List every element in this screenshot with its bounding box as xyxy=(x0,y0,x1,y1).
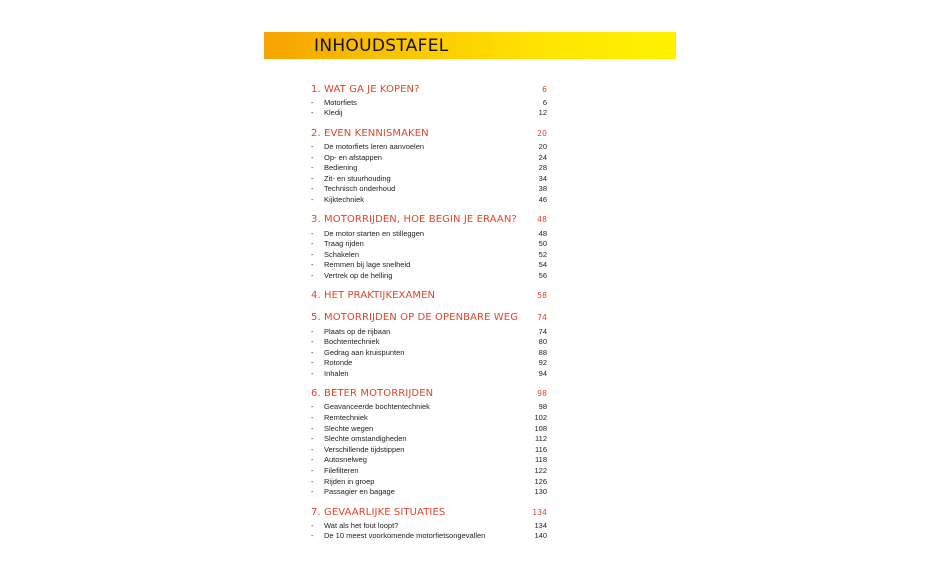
entry-page-number: 130 xyxy=(534,487,547,497)
toc-entry xyxy=(311,97,547,108)
entry-page-number: 74 xyxy=(538,326,547,336)
entry-label: Plaats op de rijbaan xyxy=(324,326,391,336)
entry-dash: - xyxy=(311,239,314,249)
entry-label: Slechte omstandigheden xyxy=(324,434,407,444)
entry-page-number: 94 xyxy=(538,368,547,378)
toc-section xyxy=(311,289,547,303)
section-page-number: 134 xyxy=(532,507,547,517)
entry-label: Remtechniek xyxy=(324,413,368,423)
toc-entry xyxy=(311,194,547,205)
entry-label: Geavanceerde bochtentechniek xyxy=(324,402,430,412)
entry-page-number: 54 xyxy=(538,260,547,270)
entry-page-number: 24 xyxy=(538,152,547,162)
toc-section xyxy=(311,505,547,541)
entry-page-number: 98 xyxy=(538,402,547,412)
section-title: 6. BETER MOTORRIJDEN xyxy=(311,388,434,400)
toc-entry xyxy=(311,368,547,379)
section-page-number: 48 xyxy=(537,215,547,225)
entry-label: Bediening xyxy=(324,163,358,173)
entry-dash: - xyxy=(311,260,314,270)
entry-dash: - xyxy=(311,194,314,204)
section-title: 7. GEVAARLIJKE SITUATIES xyxy=(311,506,446,518)
page-title: INHOUDSTAFEL xyxy=(314,36,449,56)
entry-dash: - xyxy=(311,531,314,541)
entry-label: De 10 meest voorkomende motorfietsongevallen xyxy=(324,531,486,541)
entry-label: Slechte wegen xyxy=(324,423,374,433)
section-title: 5. MOTORRIJDEN OP DE OPENBARE WEG xyxy=(311,312,519,324)
toc-section xyxy=(311,213,547,281)
toc-entry xyxy=(311,423,547,434)
toc-entry xyxy=(311,184,547,195)
entry-label: Op- en afstappen xyxy=(324,152,382,162)
entry-page-number: 80 xyxy=(538,337,547,347)
entry-dash: - xyxy=(311,108,314,118)
entry-dash: - xyxy=(311,228,314,238)
toc-entry xyxy=(311,486,547,497)
entry-page-number: 102 xyxy=(534,413,547,423)
entry-dash: - xyxy=(311,466,314,476)
entry-dash: - xyxy=(311,434,314,444)
entry-page-number: 34 xyxy=(538,173,547,183)
entry-dash: - xyxy=(311,413,314,423)
toc-entry xyxy=(311,260,547,271)
entry-page-number: 52 xyxy=(538,249,547,259)
entry-page-number: 118 xyxy=(535,455,547,465)
entry-dash: - xyxy=(311,444,314,454)
entry-label: Zit- en stuurhouding xyxy=(324,173,391,183)
entry-dash: - xyxy=(311,184,314,194)
entry-page-number: 6 xyxy=(542,97,547,107)
entry-dash: - xyxy=(311,141,314,151)
toc-entry xyxy=(311,326,547,337)
entry-dash: - xyxy=(311,358,314,368)
entry-dash: - xyxy=(311,337,314,347)
toc-entry xyxy=(311,108,547,119)
entry-label: Wat als het fout loopt? xyxy=(324,520,399,530)
title-banner xyxy=(264,32,676,59)
section-title: 3. MOTORRIJDEN, HOE BEGIN JE ERAAN? xyxy=(311,214,517,226)
entry-page-number: 28 xyxy=(538,163,547,173)
toc-entry xyxy=(311,249,547,260)
entry-page-number: 50 xyxy=(538,239,547,249)
entry-label: Inhalen xyxy=(324,368,349,378)
toc-entry xyxy=(311,162,547,173)
entry-label: Technisch onderhoud xyxy=(324,184,396,194)
entry-page-number: 116 xyxy=(535,444,547,454)
entry-dash: - xyxy=(311,249,314,259)
entry-dash: - xyxy=(311,152,314,162)
entry-dash: - xyxy=(311,347,314,357)
entry-label: Remmen bij lage snelheid xyxy=(324,260,411,270)
toc-entry xyxy=(311,270,547,281)
entry-page-number: 122 xyxy=(534,466,547,476)
entry-dash: - xyxy=(311,520,314,530)
entry-label: Vertrek op de helling xyxy=(324,270,393,280)
section-page-number: 74 xyxy=(537,313,547,323)
section-heading xyxy=(311,311,547,325)
entry-dash: - xyxy=(311,97,314,107)
entry-label: Rijden in groep xyxy=(324,476,375,486)
entry-page-number: 134 xyxy=(534,520,547,530)
section-heading xyxy=(311,213,547,227)
toc-entry xyxy=(311,412,547,423)
entry-label: Kledij xyxy=(324,108,343,118)
book-page xyxy=(264,0,676,587)
toc-entry xyxy=(311,444,547,455)
entry-dash: - xyxy=(311,326,314,336)
toc-entry xyxy=(311,173,547,184)
toc-entry xyxy=(311,433,547,444)
entry-label: Rotonde xyxy=(324,358,353,368)
entry-dash: - xyxy=(311,476,314,486)
section-title: 1. WAT GA JE KOPEN? xyxy=(311,83,420,95)
entry-label: Motorfiets xyxy=(324,97,357,107)
toc-section xyxy=(311,311,547,379)
section-heading xyxy=(311,289,547,303)
table-of-contents xyxy=(311,82,547,549)
toc-entry xyxy=(311,141,547,152)
section-page-number: 58 xyxy=(537,291,547,301)
toc-section xyxy=(311,126,547,205)
toc-entry xyxy=(311,476,547,487)
toc-entry xyxy=(311,358,547,369)
section-page-number: 6 xyxy=(542,84,547,94)
toc-entry xyxy=(311,402,547,413)
toc-entry xyxy=(311,455,547,466)
section-title: 4. HET PRAKTIJKEXAMEN xyxy=(311,290,436,302)
section-heading xyxy=(311,387,547,401)
entry-dash: - xyxy=(311,368,314,378)
entry-page-number: 112 xyxy=(535,434,547,444)
section-title: 2. EVEN KENNISMAKEN xyxy=(311,127,429,139)
toc-entry xyxy=(311,228,547,239)
entry-page-number: 140 xyxy=(534,531,547,541)
entry-dash: - xyxy=(311,455,314,465)
entry-dash: - xyxy=(311,402,314,412)
toc-section xyxy=(311,82,547,118)
entry-label: Schakelen xyxy=(324,249,360,259)
entry-page-number: 38 xyxy=(538,184,547,194)
section-page-number: 20 xyxy=(537,128,547,138)
section-page-number: 98 xyxy=(537,389,547,399)
toc-entry xyxy=(311,465,547,476)
entry-page-number: 92 xyxy=(538,358,547,368)
entry-page-number: 88 xyxy=(538,347,547,357)
toc-entry xyxy=(311,238,547,249)
entry-dash: - xyxy=(311,163,314,173)
toc-entry xyxy=(311,336,547,347)
entry-label: Verschillende tijdstippen xyxy=(324,444,405,454)
entry-label: Kijktechniek xyxy=(324,194,365,204)
toc-entry xyxy=(311,531,547,542)
entry-label: De motor starten en stilleggen xyxy=(324,228,425,238)
section-heading xyxy=(311,505,547,519)
toc-entry xyxy=(311,520,547,531)
section-heading xyxy=(311,126,547,140)
entry-page-number: 108 xyxy=(534,423,547,433)
toc-section xyxy=(311,387,547,497)
entry-page-number: 48 xyxy=(538,228,547,238)
entry-page-number: 126 xyxy=(534,476,547,486)
entry-dash: - xyxy=(311,270,314,280)
entry-page-number: 20 xyxy=(538,141,547,151)
entry-page-number: 56 xyxy=(538,270,547,280)
section-heading xyxy=(311,82,547,96)
entry-label: Autosnelweg xyxy=(324,455,367,465)
entry-dash: - xyxy=(311,487,314,497)
entry-label: De motorfiets leren aanvoelen xyxy=(324,141,425,151)
toc-entry xyxy=(311,152,547,163)
entry-label: Gedrag aan kruispunten xyxy=(324,347,405,357)
entry-label: Passagier en bagage xyxy=(324,487,395,497)
toc-entry xyxy=(311,347,547,358)
entry-dash: - xyxy=(311,173,314,183)
entry-dash: - xyxy=(311,423,314,433)
entry-label: Filefilteren xyxy=(324,466,359,476)
entry-label: Traag rijden xyxy=(324,239,364,249)
entry-page-number: 12 xyxy=(538,108,547,118)
entry-page-number: 46 xyxy=(538,194,547,204)
entry-label: Bochtentechniek xyxy=(324,337,380,347)
